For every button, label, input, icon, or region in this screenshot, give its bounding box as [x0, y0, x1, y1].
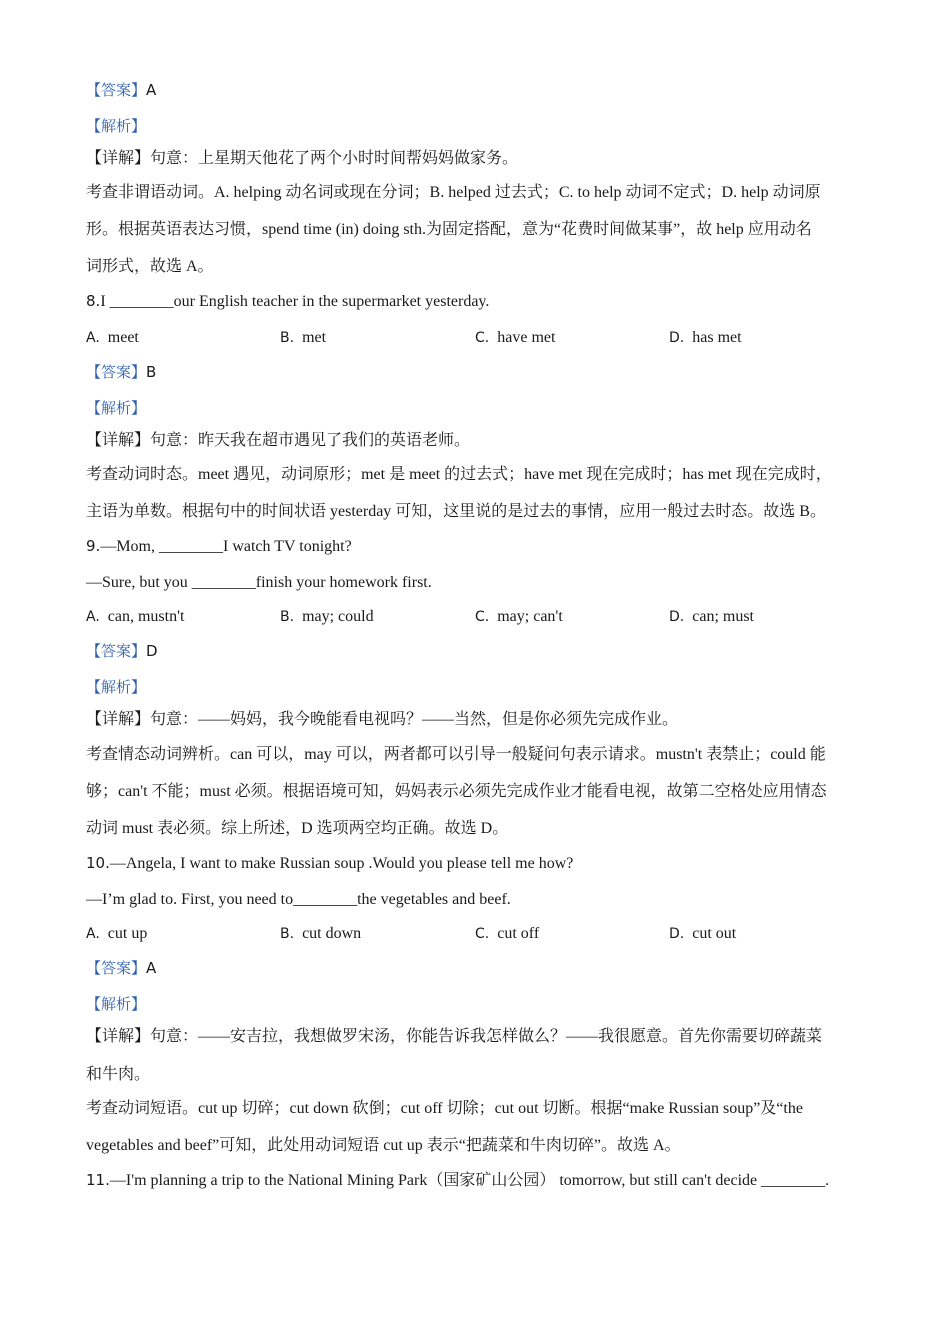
q7-detail: [86, 149, 518, 169]
analysis-label: 【解析】: [86, 117, 147, 135]
q8-stem: [86, 291, 489, 312]
detail-text: 句意：上星期天他花了两个小时时间帮妈妈做家务。: [150, 150, 519, 167]
option-text: has met: [692, 329, 742, 346]
option-letter: B.: [280, 609, 295, 625]
option-letter: D.: [669, 926, 685, 942]
answer-label: 【答案】: [86, 363, 147, 381]
q9-analysis-label: [86, 677, 146, 698]
question-text: —Mom, ________I watch TV tonight?: [100, 538, 352, 555]
answer-label: 【答案】: [86, 81, 147, 99]
detail-label: 【详解】: [86, 432, 151, 449]
q10-answer: [86, 958, 156, 979]
q8-option-d: [669, 328, 742, 348]
analysis-label: 【解析】: [86, 995, 147, 1013]
option-letter: B.: [280, 330, 295, 346]
q9-option-a: [86, 607, 184, 627]
option-text: have met: [497, 329, 556, 346]
q9-stem-1: [86, 536, 352, 557]
option-text: cut up: [107, 925, 148, 942]
question-text: —Angela, I want to make Russian soup .Would you please tell me how?: [109, 855, 574, 872]
q10-stem-2: —I’m glad to. First, you need to________the vegetables and beef.: [86, 891, 511, 908]
question-number: 8.: [86, 292, 101, 310]
question-text: —I'm planning a trip to the National Mining Park（国家矿山公园） tomorrow, but still can't decide ________.: [109, 1172, 830, 1189]
q10-detail-1: [86, 1027, 822, 1047]
option-text: met: [302, 329, 327, 346]
answer-value: D: [146, 642, 158, 660]
option-letter: C.: [475, 609, 490, 625]
option-text: meet: [107, 329, 139, 346]
q7-explanation-2: 形。根据英语表达习惯，spend time (in) doing sth.为固定搭配，意为“花费时间做某事”，故 help 应用动名: [86, 221, 812, 238]
q9-option-d: [669, 607, 754, 627]
detail-label: 【详解】: [86, 1028, 151, 1045]
q10-option-a: [86, 924, 147, 944]
q10-stem-1: [86, 853, 573, 874]
q9-explanation-2: 够；can't 不能；must 必须。根据语境可知，妈妈表示必须先完成作业才能看电视，故第二空格处应用情态: [86, 783, 827, 800]
q10-explanation-2: vegetables and beef”可知，此处用动词短语 cut up 表示“把蔬菜和牛肉切碎”。故选 A。: [86, 1137, 681, 1154]
q7-explanation-1: 考查非谓语动词。A. helping 动名词或现在分词；B. helped 过去式；C. to help 动词不定式；D. help 动词原: [86, 184, 821, 201]
q8-option-b: [280, 328, 326, 348]
q10-option-d: [669, 924, 736, 944]
q9-stem-2: —Sure, but you ________finish your homework first.: [86, 574, 432, 591]
q9-answer: [86, 641, 158, 662]
q7-analysis-label: [86, 116, 146, 137]
option-letter: C.: [475, 926, 490, 942]
q9-option-b: [280, 607, 374, 627]
answer-value: A: [146, 81, 157, 99]
analysis-label: 【解析】: [86, 399, 147, 417]
q9-explanation-1: 考查情态动词辨析。can 可以，may 可以，两者都可以引导一般疑问句表示请求。mustn't 表禁止；could 能: [86, 746, 826, 763]
option-text: can, mustn't: [107, 608, 185, 625]
option-letter: A.: [86, 330, 100, 346]
answer-label: 【答案】: [86, 959, 147, 977]
answer-value: B: [146, 363, 157, 381]
analysis-label: 【解析】: [86, 678, 147, 696]
option-text: cut off: [497, 925, 540, 942]
option-letter: B.: [280, 926, 295, 942]
question-text: I ________our English teacher in the supermarket yesterday.: [100, 293, 490, 310]
q10-detail-2: 和牛肉。: [86, 1066, 151, 1083]
detail-text: 句意：昨天我在超市遇见了我们的英语老师。: [150, 432, 471, 449]
answer-value: A: [146, 959, 157, 977]
q8-explanation-2: 主语为单数。根据句中的时间状语 yesterday 可知，这里说的是过去的事情，应用一般过去时态。故选 B。: [86, 503, 826, 520]
option-letter: C.: [475, 330, 490, 346]
q8-option-a: [86, 328, 139, 348]
q10-option-b: [280, 924, 361, 944]
q8-explanation-1: 考查动词时态。meet 遇见，动词原形；met 是 meet 的过去式；have met 现在完成时；has met 现在完成时，: [86, 466, 832, 483]
q7-explanation-3: 词形式，故选 A。: [86, 258, 214, 275]
question-number: 11.: [86, 1171, 110, 1189]
question-number: 9.: [86, 537, 101, 555]
answer-label: 【答案】: [86, 642, 147, 660]
q10-explanation-1: 考查动词短语。cut up 切碎；cut down 砍倒；cut off 切除；cut out 切断。根据“make Russian soup”及“the: [86, 1100, 803, 1117]
option-text: can; must: [692, 608, 754, 625]
detail-label: 【详解】: [86, 711, 151, 728]
option-letter: A.: [86, 926, 100, 942]
q8-answer: [86, 362, 156, 383]
detail-text: 句意：——安吉拉，我想做罗宋汤，你能告诉我怎样做么？——我很愿意。首先你需要切碎蔬菜: [150, 1028, 823, 1045]
q9-option-c: [475, 607, 563, 627]
option-letter: A.: [86, 609, 100, 625]
detail-text: 句意：——妈妈，我今晚能看电视吗？——当然，但是你必须先完成作业。: [150, 711, 679, 728]
q10-analysis-label: [86, 994, 146, 1015]
question-number: 10.: [86, 854, 110, 872]
q8-analysis-label: [86, 398, 146, 419]
q9-explanation-3: 动词 must 表必须。综上所述，D 选项两空均正确。故选 D。: [86, 820, 509, 837]
option-text: may; can't: [497, 608, 563, 625]
option-text: cut out: [692, 925, 737, 942]
q10-option-c: [475, 924, 539, 944]
option-letter: D.: [669, 609, 685, 625]
detail-label: 【详解】: [86, 150, 151, 167]
option-text: may; could: [302, 608, 374, 625]
option-text: cut down: [302, 925, 362, 942]
option-letter: D.: [669, 330, 685, 346]
q8-option-c: [475, 328, 555, 348]
q7-answer: [86, 80, 156, 101]
q8-detail: [86, 431, 470, 451]
q11-stem: [86, 1170, 829, 1191]
q9-detail: [86, 710, 678, 730]
